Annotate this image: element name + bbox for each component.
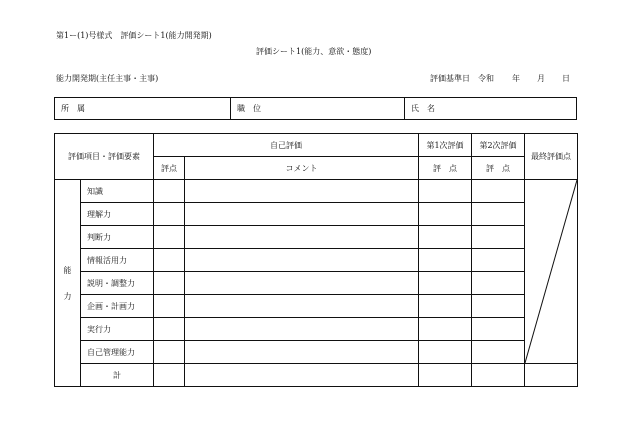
month-label: 月 — [537, 74, 545, 83]
self-score-cell[interactable] — [154, 341, 185, 364]
table-row — [55, 249, 578, 272]
table-row — [55, 272, 578, 295]
first-score-cell[interactable] — [419, 203, 472, 226]
table-row — [55, 226, 578, 249]
first-score-cell[interactable] — [419, 249, 472, 272]
row-label: 判断力 — [81, 226, 154, 249]
affiliation-field[interactable]: 所 属 — [55, 98, 231, 120]
table-row — [55, 318, 578, 341]
second-score-cell[interactable] — [472, 180, 525, 203]
self-score-cell[interactable] — [154, 295, 185, 318]
info-table — [54, 97, 577, 120]
second-total-cell[interactable] — [472, 364, 525, 387]
first-score-cell[interactable] — [419, 318, 472, 341]
header-item: 評価項目・評価要素 — [55, 134, 154, 180]
sub-first-score: 評 点 — [419, 157, 472, 180]
position-field[interactable]: 職 位 — [231, 98, 405, 120]
row-label: 企画・計画力 — [81, 295, 154, 318]
comment-cell[interactable] — [185, 272, 419, 295]
comment-cell[interactable] — [185, 180, 419, 203]
self-score-cell[interactable] — [154, 249, 185, 272]
second-score-cell[interactable] — [472, 318, 525, 341]
era-label: 令和 — [478, 74, 494, 83]
self-score-cell[interactable] — [154, 272, 185, 295]
second-score-cell[interactable] — [472, 341, 525, 364]
self-score-cell[interactable] — [154, 318, 185, 341]
table-row — [55, 203, 578, 226]
first-total-cell[interactable] — [419, 364, 472, 387]
second-score-cell[interactable] — [472, 226, 525, 249]
diagonal-line — [525, 180, 577, 363]
total-label: 計 — [81, 364, 154, 387]
first-score-cell[interactable] — [419, 295, 472, 318]
sub-comment: コメント — [185, 157, 419, 180]
comment-cell[interactable] — [185, 203, 419, 226]
date-label: 評価基準日 — [430, 74, 470, 83]
name-field[interactable]: 氏 名 — [405, 98, 577, 120]
form-code: 第1ー(1)号様式 評価シート1(能力開発期) — [56, 31, 212, 40]
first-score-cell[interactable] — [419, 226, 472, 249]
row-label: 自己管理能力 — [81, 341, 154, 364]
second-score-cell[interactable] — [472, 203, 525, 226]
self-score-cell[interactable] — [154, 226, 185, 249]
comment-cell[interactable] — [185, 318, 419, 341]
table-row — [55, 341, 578, 364]
row-label: 説明・調整力 — [81, 272, 154, 295]
comment-cell[interactable] — [185, 341, 419, 364]
comment-total-cell[interactable] — [185, 364, 419, 387]
comment-cell[interactable] — [185, 295, 419, 318]
total-row — [55, 364, 578, 387]
year-label: 年 — [512, 74, 520, 83]
sub-score: 評点 — [154, 157, 185, 180]
self-total-cell[interactable] — [154, 364, 185, 387]
final-score-diagonal-cell — [525, 180, 578, 364]
header-final: 最終評価点 — [525, 134, 578, 180]
table-row — [55, 180, 578, 203]
first-score-cell[interactable] — [419, 180, 472, 203]
first-score-cell[interactable] — [419, 341, 472, 364]
comment-cell[interactable] — [185, 249, 419, 272]
period-label: 能力開発期(主任主事・主事) — [56, 74, 159, 83]
first-score-cell[interactable] — [419, 272, 472, 295]
row-label: 情報活用力 — [81, 249, 154, 272]
row-label: 理解力 — [81, 203, 154, 226]
table-row — [55, 295, 578, 318]
header-second: 第2次評価 — [472, 134, 525, 157]
second-score-cell[interactable] — [472, 272, 525, 295]
evaluation-table — [54, 133, 578, 387]
header-first: 第1次評価 — [419, 134, 472, 157]
category-ability: 能 力 — [55, 180, 81, 387]
second-score-cell[interactable] — [472, 295, 525, 318]
final-score-cell[interactable] — [525, 364, 578, 387]
day-label: 日 — [562, 74, 570, 83]
sub-second-score: 評 点 — [472, 157, 525, 180]
sheet-title: 評価シート1(能力、意欲・態度) — [256, 47, 372, 56]
comment-cell[interactable] — [185, 226, 419, 249]
row-label: 実行力 — [81, 318, 154, 341]
row-label: 知識 — [81, 180, 154, 203]
header-self: 自己評価 — [154, 134, 419, 157]
self-score-cell[interactable] — [154, 180, 185, 203]
second-score-cell[interactable] — [472, 249, 525, 272]
self-score-cell[interactable] — [154, 203, 185, 226]
